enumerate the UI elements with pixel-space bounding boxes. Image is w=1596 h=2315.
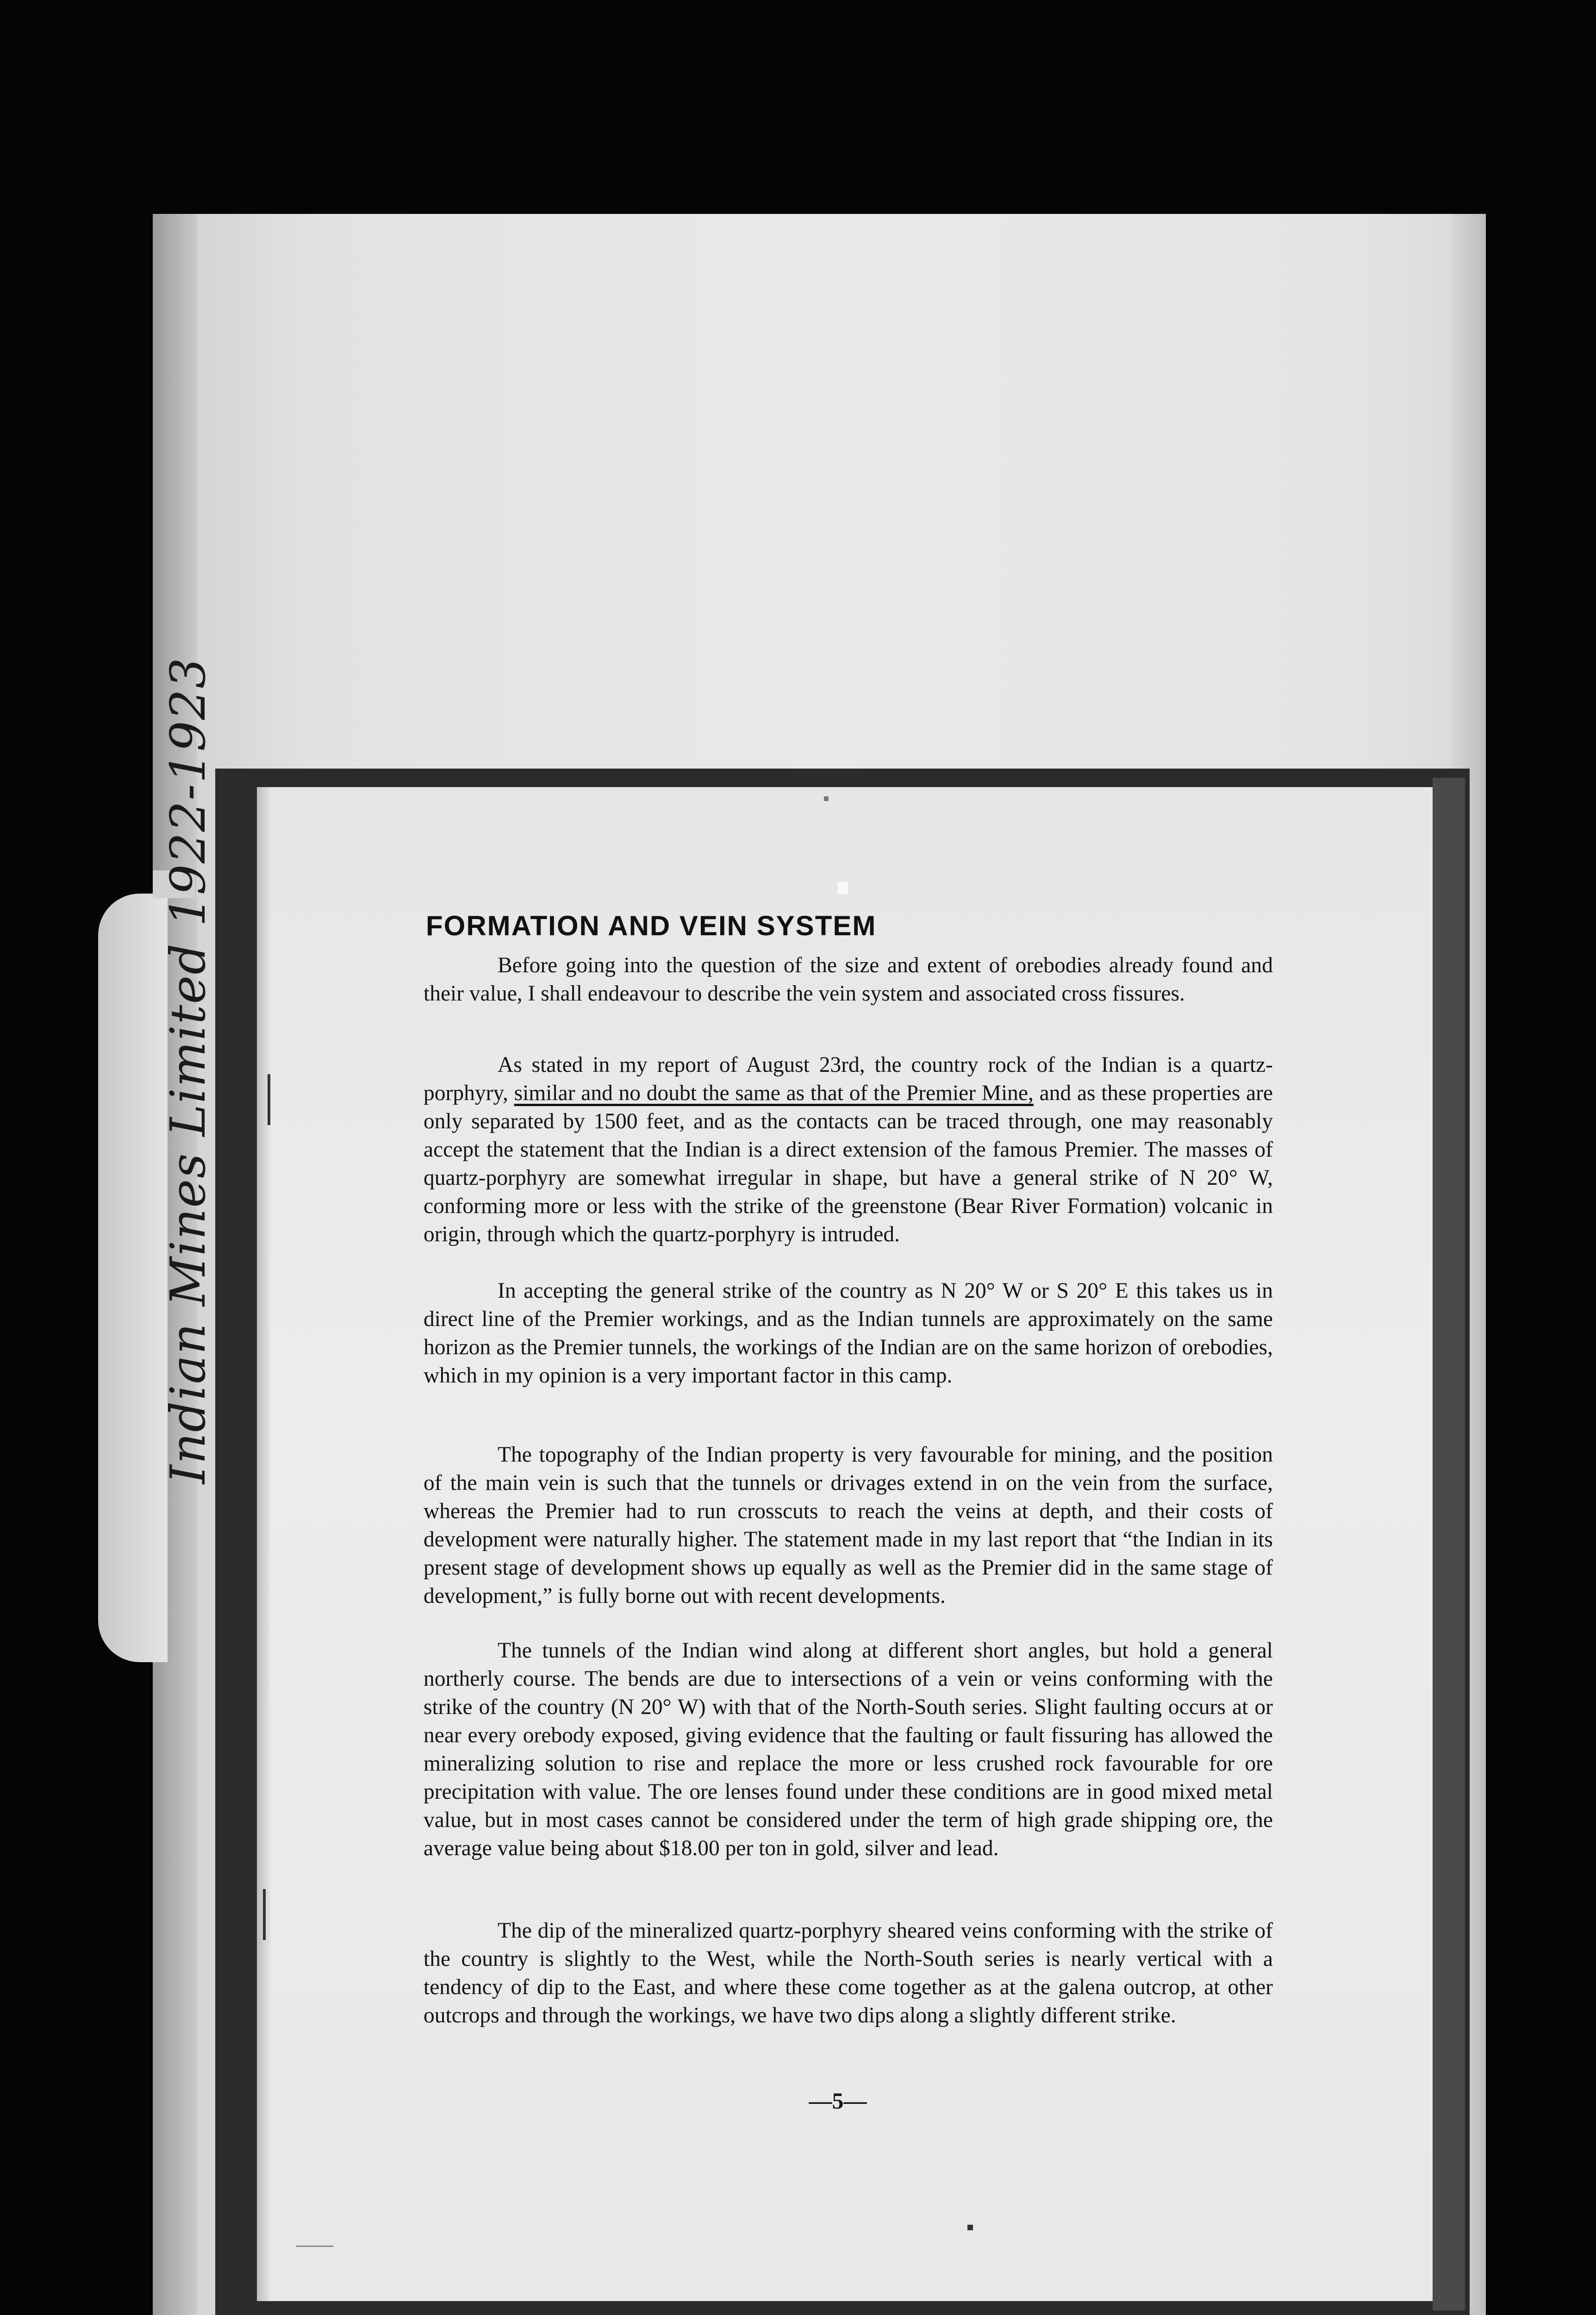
underlined-passage: similar and no doubt the same as that of the Premier Mine,	[514, 1081, 1034, 1105]
page-left-edge	[257, 787, 271, 2301]
scan-speck	[967, 2225, 973, 2230]
section-heading: FORMATION AND VEIN SYSTEM	[426, 910, 877, 941]
paragraph-6: The dip of the mineralized quartz-porphyry sheared veins conforming with the strike of the country is slightly to the West, while the North-South series is nearly vertical with a tendency of dip to the East, and where these come together as at the galena outcrop, at other outcrops and through the workings, we have two dips along a slightly different strike.	[424, 1919, 1273, 2027]
folder-tab	[98, 894, 168, 1662]
punch-mark	[263, 1889, 266, 1940]
scan-speck	[838, 882, 848, 894]
page-shadow-edge	[1433, 778, 1465, 2310]
paragraph-3: In accepting the general strike of the country as N 20° W or S 20° E this takes us in direct line of the Premier workings, and as the Indian tunnels are approximately on the same horizon as the Premier tunnels, the workings of the Indian are on the same horizon of orebodies, which in my opinion is a very important factor in this camp.	[424, 1279, 1273, 1388]
paragraph-2-start: As stated in my report of August 23rd, the country rock of the Indian is a quartz-porphyry,	[424, 1053, 1273, 1105]
paragraph-2-end: and as these properties are only separated by 1500 feet, and as the contacts can be traced through, one may reasonably accept the statement that the Indian is a direct extension of the famous Premier. The masses of quartz-porphyry are somewhat irregular in shape, but have a general strike of N 20° W, conforming more or less with the strike of the greenstone (Bear River Formation) volcanic in origin, through which the quartz-porphyry is intruded.	[424, 1081, 1273, 1246]
handwritten-folder-note: Indian Mines	[160, 1152, 216, 1484]
paragraph-2	[424, 1051, 1273, 1249]
paragraph-4: The topography of the Indian property is very favourable for mining, and the position of the main vein is such that the tunnels or drivages extend in on the vein from the surface, whereas the Premier had to run crosscuts to reach the veins at depth, and their costs of development were naturally higher. The statement made in my last report that “the Indian in its present stage of development shows up equally as well as the Premier did in the same stage of development,” is fully borne out with recent developments.	[424, 1443, 1273, 1608]
page-number: —5—	[809, 2088, 867, 2114]
paragraph-1: Before going into the question of the size and extent of orebodies already found and their value, I shall endeavour to describe the vein system and associated cross fissures.	[424, 953, 1273, 1006]
scan-speck	[824, 796, 829, 801]
punch-mark	[268, 1074, 270, 1125]
scan-line	[296, 2246, 333, 2247]
paragraph-5: The tunnels of the Indian wind along at different short angles, but hold a general northerly course. The bends are due to intersections of a vein or veins conforming with the strike of the country (N 20° W) with that of the North-South series. Slight faulting occurs at or near every orebody exposed, giving evidence that the faulting or fault fissuring has allowed the mineralizing solution to rise and replace the more or less crushed rock favourable for ore precipitation with value. The ore lenses found under these conditions are in good mixed metal value, but in most cases cannot be considered under the term of high grade shipping ore, the average value being about $18.00 per ton in gold, silver and lead.	[424, 1639, 1273, 1860]
